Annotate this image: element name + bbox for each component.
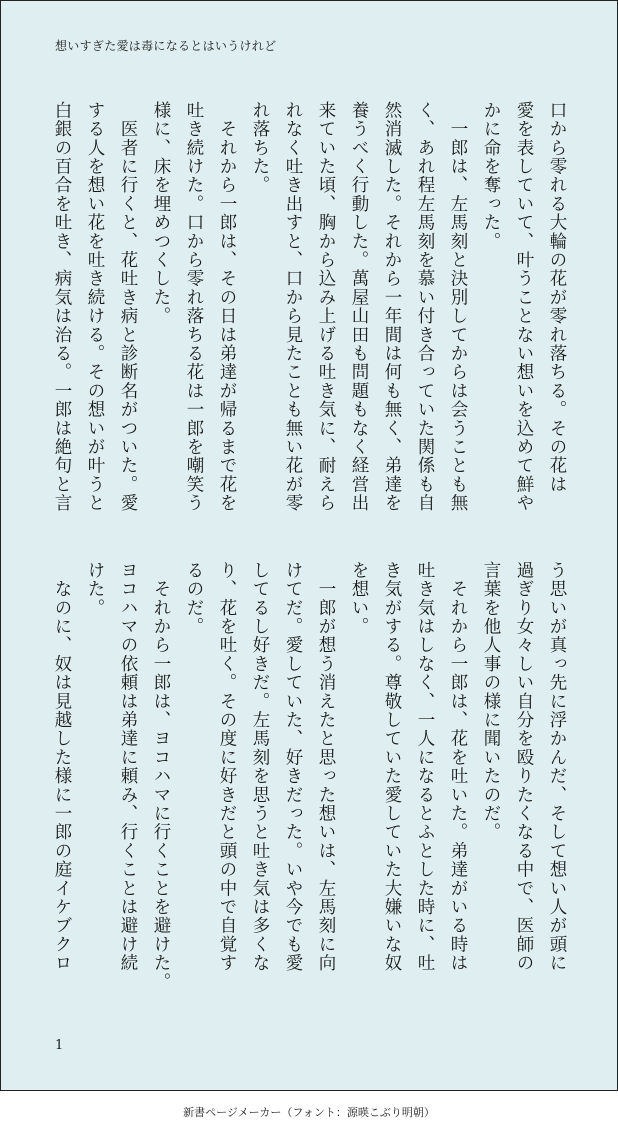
text-line: れなく吐き出すと、口から見たことも無い花が零	[283, 101, 303, 513]
text-line: 様に、床を埋めつくした。	[151, 101, 171, 326]
text-line: 過ぎり女々しい自分を殴りたくなる中で、医師の	[514, 561, 534, 973]
page-number: 1	[55, 1038, 64, 1053]
text-line: 一郎は、左馬刻と決別してからは会うことも無	[448, 101, 468, 513]
text-line: 吐き気はしなく、一人になるとふとした時に、吐	[415, 561, 435, 973]
text-line: 吐き続けた。口から零れ落ちる花は一郎を嘲笑う	[184, 101, 204, 513]
text-line: 一郎が想う消えたと思った想いは、左馬刻に向	[316, 561, 336, 973]
text-line: り、花を吐く。その度に好きだと頭の中で自覚す	[217, 561, 237, 973]
text-line: する人を想い花を吐き続ける。その想いが叶うと	[85, 101, 105, 513]
text-line: なのに、奴は見越した様に一郎の庭イケブクロ	[52, 561, 72, 973]
text-line: 医者に行くと、花吐き病と診断名がついた。愛	[118, 101, 138, 513]
text-line: 白銀の百合を吐き、病気は治る。一郎は絶句と言	[52, 101, 72, 513]
text-line: 養うべく行動した。萬屋山田も問題もなく経営出	[349, 101, 369, 513]
text-block-bottom	[45, 561, 573, 991]
text-line: き気がする。尊敬していた愛していた大嫌いな奴	[382, 561, 402, 973]
text-block-top	[45, 101, 573, 531]
footer-credit: 新書ページメーカー（フォント：源暎こぶり明朝）	[183, 1106, 435, 1119]
page-header-title: 想いすぎた愛は毒になるとはいうけれど	[55, 39, 277, 53]
text-line: れ落ちた。	[250, 101, 270, 195]
text-line: それから一郎は、ヨコハマに行くことを避けた。	[151, 561, 171, 992]
text-line: を想い。	[349, 561, 369, 636]
text-line: してるし好きだ。左馬刻を思うと吐き気は多くな	[250, 561, 270, 973]
text-line: ヨコハマの依頼は弟達に頼み、行くことは避け続	[118, 561, 138, 973]
text-line: う思いが真っ先に浮かんだ、そして想い人が頭に	[547, 561, 567, 973]
text-line: 口から零れる大輪の花が零れ落ちる。その花は	[547, 101, 567, 494]
text-line: それから一郎は、その日は弟達が帰るまで花を	[217, 101, 237, 513]
text-line: 愛を表していて、叶うことない想いを込めて鮮や	[514, 101, 534, 513]
text-line: けた。	[85, 561, 105, 618]
text-line: く、あれ程左馬刻を慕い付き合っていた関係も自	[415, 101, 435, 513]
text-line: けてだ。愛していた、好きだった。いや今でも愛	[283, 561, 303, 973]
text-line: 然消滅した。それから一年間は何も無く、弟達を	[382, 101, 402, 513]
text-line: るのだ。	[184, 561, 204, 636]
text-line: 言葉を他人事の様に聞いたのだ。	[481, 561, 501, 842]
text-line: それから一郎は、花を吐いた。弟達がいる時は	[448, 561, 468, 973]
text-line: かに命を奪った。	[481, 101, 501, 251]
text-line: 来ていた頃、胸から込み上げる吐き気に、耐えら	[316, 101, 336, 513]
